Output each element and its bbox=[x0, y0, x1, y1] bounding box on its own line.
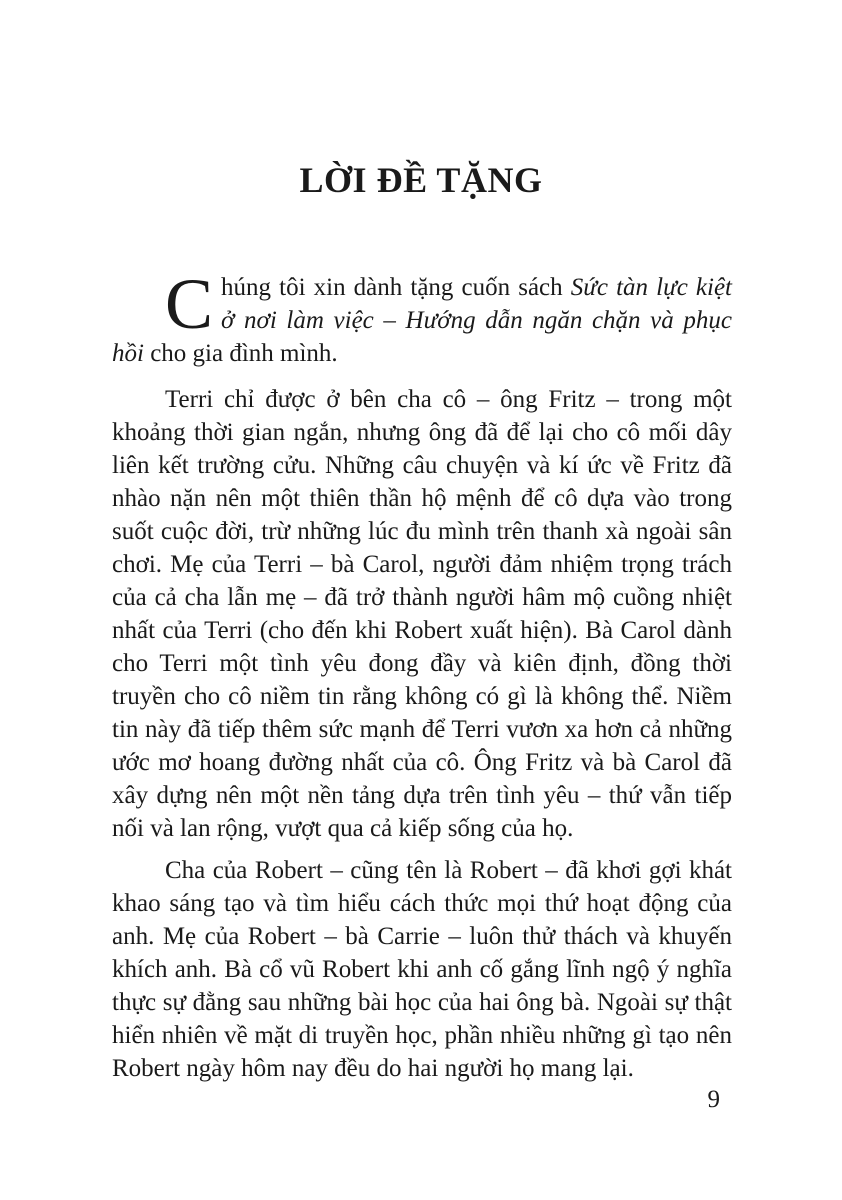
drop-cap: C bbox=[165, 264, 214, 344]
dedication-paragraph-3: Cha của Robert – cũng tên là Robert – đã khơi gợi khát khao sáng tạo và tìm hiểu cách thức mọi thứ hoạt động của anh. Mẹ của Robert – bà Carrie – luôn thử thách và khuyến khích anh. Bà cổ vũ Robert khi anh cố gắng lĩnh ngộ ý nghĩa thực sự đằng sau những bài học của hai ông bà. Ngoài sự thật hiển nhiên về mặt di truyền học, phần nhiều những gì tạo nên Robert ngày hôm nay đều do hai người họ mang lại. bbox=[112, 857, 732, 1082]
page-number: 9 bbox=[707, 1086, 720, 1113]
dedication-paragraph-2: Terri chỉ được ở bên cha cô – ông Fritz – trong một khoảng thời gian ngắn, nhưng ông đã để lại cho cô mối dây liên kết trường cửu. Những câu chuyện và kí ức về Fritz đã nhào nặn nên một thiên thần hộ mệnh để cô dựa vào trong suốt cuộc đời, trừ những lúc đu mình trên thanh xà ngoài sân chơi. Mẹ của Terri – bà Carol, người đảm nhiệm trọng trách của cả cha lẫn mẹ – đã trở thành người hâm mộ cuồng nhiệt nhất của Terri (cho đến khi Robert xuất hiện). Bà Carol dành cho Terri một tình yêu đong đầy và kiên định, đồng thời truyền cho cô niềm tin rằng không có gì là không thể. Niềm tin này đã tiếp thêm sức mạnh để Terri vươn xa hơn cả những ước mơ hoang đường nhất của cô. Ông Fritz và bà Carol đã xây dựng nên một nền tảng dựa trên tình yêu – thứ vẫn tiếp nối và lan rộng, vượt qua cả kiếp sống của họ. bbox=[112, 386, 732, 842]
dedication-text-block bbox=[112, 264, 732, 1085]
paragraph-1-lead-text: húng tôi xin dành tặng cuốn sách bbox=[221, 274, 571, 301]
page-title: LỜI ĐỀ TẶNG bbox=[299, 160, 543, 200]
paragraph-1-tail-text: cho gia đình mình. bbox=[143, 340, 338, 367]
book-title-italic: Sức tàn lực kiệt ở nơi làm việc – Hướng dẫn ngăn chặn và phục hồi bbox=[112, 274, 732, 367]
dedication-paragraph-1 bbox=[112, 264, 732, 370]
